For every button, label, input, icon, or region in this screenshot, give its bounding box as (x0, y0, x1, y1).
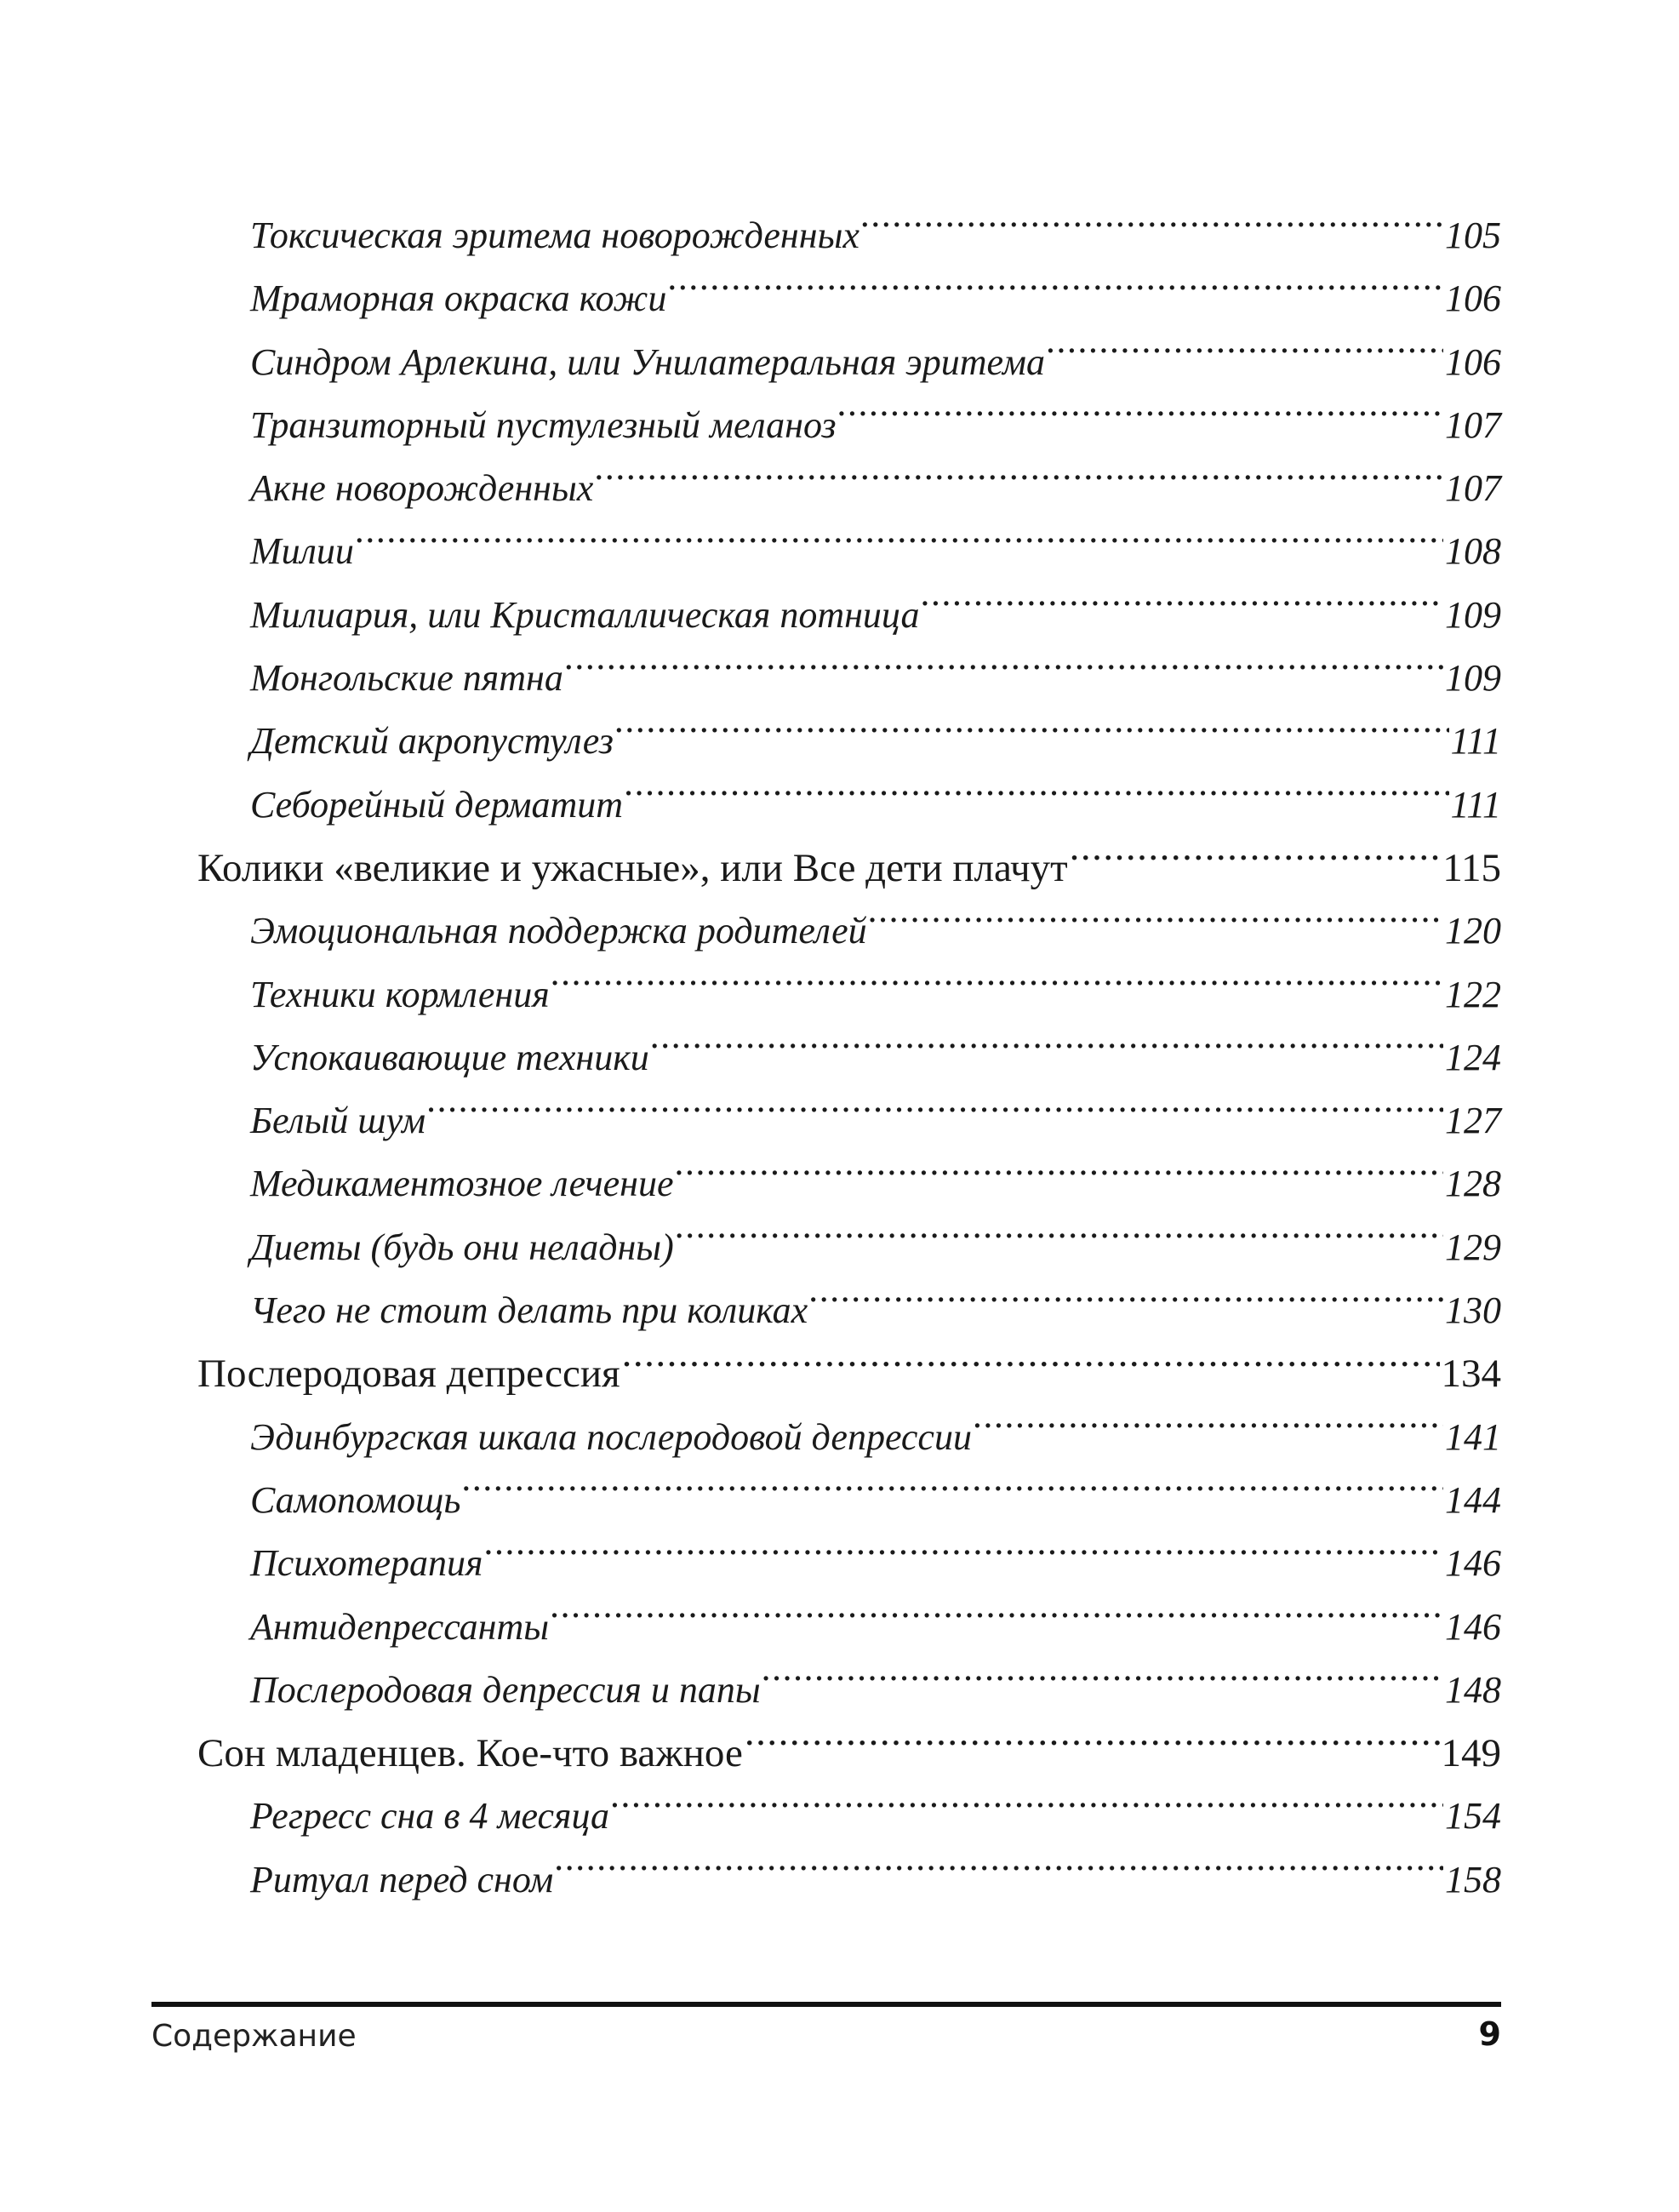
toc-entry-title: Чего не стоит делать при коликах (250, 1289, 808, 1332)
dot-leader (595, 463, 1443, 500)
toc-entry (197, 647, 1501, 710)
toc-entry-title: Диеты (будь они неладны) (250, 1226, 674, 1268)
toc-entry (197, 1469, 1501, 1532)
toc-entry-page: 106 (1445, 277, 1501, 320)
dot-leader (676, 1222, 1443, 1260)
toc-entry (197, 394, 1501, 457)
dot-leader (921, 590, 1443, 627)
dot-leader (485, 1538, 1444, 1575)
toc-entry (197, 774, 1501, 837)
toc-chapter-title: Послеродовая депрессия (197, 1352, 620, 1397)
toc-entry-page: 130 (1445, 1289, 1501, 1332)
toc-entry-title: Милиария, или Кристаллическая потница (250, 593, 920, 636)
toc-entry (197, 1279, 1501, 1342)
table-of-contents (197, 204, 1501, 1912)
toc-entry-title: Регресс сна в 4 месяца (250, 1795, 609, 1838)
toc-entry-title: Медикаментозное лечение (250, 1163, 674, 1205)
dot-leader (427, 1095, 1443, 1133)
dot-leader (668, 273, 1443, 311)
toc-entry-title: Самопомощь (250, 1478, 461, 1521)
dot-leader (555, 1855, 1443, 1892)
toc-entry-title: Антидепрессанты (250, 1605, 550, 1648)
toc-chapter-page: 115 (1442, 845, 1501, 890)
toc-entry-page: 106 (1445, 340, 1501, 383)
toc-entry-title: Транзиторный пустулезный меланоз (250, 403, 837, 446)
toc-entry (197, 267, 1501, 330)
dot-leader (622, 1346, 1440, 1386)
toc-chapter (197, 1722, 1501, 1785)
toc-entry-page: 122 (1445, 973, 1501, 1015)
toc-entry-page: 154 (1445, 1795, 1501, 1838)
toc-entry-page: 105 (1445, 214, 1501, 256)
toc-entry (197, 1596, 1501, 1659)
dot-leader (651, 1032, 1443, 1070)
toc-entry-title: Монгольские пятна (250, 657, 563, 700)
dot-leader (974, 1412, 1443, 1449)
toc-entry (197, 710, 1501, 773)
toc-chapter (197, 837, 1501, 900)
toc-chapter-page: 134 (1441, 1352, 1501, 1397)
toc-entry-page: 107 (1445, 403, 1501, 446)
toc-entry-page: 127 (1445, 1100, 1501, 1142)
toc-entry-title: Ритуал перед сном (250, 1858, 554, 1900)
toc-entry-page: 108 (1445, 530, 1501, 573)
dot-leader (615, 716, 1449, 753)
toc-entry (197, 331, 1501, 394)
dot-leader (356, 526, 1443, 563)
footer-section-label: Содержание (151, 2019, 357, 2054)
dot-leader (565, 653, 1443, 690)
toc-entry (197, 457, 1501, 520)
toc-entry (197, 1026, 1501, 1089)
toc-chapter-title: Сон младенцев. Кое-что важное (197, 1731, 743, 1776)
toc-entry (197, 1659, 1501, 1722)
toc-entry-page: 111 (1450, 720, 1501, 763)
toc-entry-page: 129 (1445, 1226, 1501, 1268)
toc-entry-page: 107 (1445, 467, 1501, 510)
dot-leader (625, 780, 1448, 817)
toc-entry (197, 1532, 1501, 1595)
toc-entry (197, 900, 1501, 963)
toc-entry-page: 124 (1445, 1036, 1501, 1078)
toc-entry-page: 120 (1445, 910, 1501, 952)
toc-entry (197, 520, 1501, 583)
toc-entry-page: 158 (1445, 1858, 1501, 1900)
toc-entry-title: Мраморная окраска кожи (250, 277, 667, 320)
dot-leader (462, 1475, 1443, 1512)
toc-entry-page: 128 (1445, 1163, 1501, 1205)
toc-entry-title: Себорейный дерматит (250, 783, 624, 826)
toc-entry (197, 204, 1501, 267)
toc-entry-page: 148 (1445, 1668, 1501, 1711)
dot-leader (762, 1665, 1443, 1702)
dot-leader (1047, 337, 1443, 374)
toc-entry-title: Акне новорожденных (250, 467, 594, 510)
toc-chapter-page: 149 (1441, 1731, 1501, 1776)
toc-entry-page: 146 (1445, 1605, 1501, 1648)
dot-leader (809, 1285, 1443, 1323)
toc-entry-page: 141 (1445, 1415, 1501, 1458)
toc-entry-title: Эдинбургская шкала послеродовой депрессии (250, 1415, 972, 1458)
toc-entry-title: Синдром Арлекина, или Унилатеральная эритема (250, 340, 1045, 383)
dot-leader (1070, 841, 1442, 881)
toc-entry-title: Успокаивающие техники (250, 1036, 649, 1078)
toc-entry-title: Техники кормления (250, 973, 550, 1015)
dot-leader (551, 969, 1443, 1007)
dot-leader (861, 210, 1443, 248)
toc-entry-title: Эмоциональная поддержка родителей (250, 910, 867, 952)
toc-entry (197, 1849, 1501, 1912)
toc-entry-title: Послеродовая депрессия и папы (250, 1668, 761, 1711)
toc-entry-title: Токсическая эритема новорожденных (250, 214, 859, 256)
toc-entry (197, 1785, 1501, 1848)
toc-entry (197, 1216, 1501, 1279)
toc-entry-title: Детский акропустулез (250, 720, 614, 763)
toc-entry-page: 146 (1445, 1542, 1501, 1585)
dot-leader (675, 1158, 1443, 1196)
toc-chapter (197, 1342, 1501, 1405)
toc-chapter-title: Колики «великие и ужасные», или Все дети плачут (197, 845, 1068, 890)
toc-entry-page: 144 (1445, 1478, 1501, 1521)
toc-entry (197, 584, 1501, 647)
toc-entry-title: Милии (250, 530, 354, 573)
dot-leader (869, 906, 1443, 943)
dot-leader (838, 400, 1443, 437)
toc-entry-page: 109 (1445, 657, 1501, 700)
toc-entry-page: 109 (1445, 593, 1501, 636)
toc-entry (197, 1152, 1501, 1215)
toc-entry-page: 111 (1450, 783, 1501, 826)
footer-divider (151, 2002, 1501, 2007)
footer-page-number: 9 (1478, 2015, 1501, 2053)
toc-entry-title: Психотерапия (250, 1542, 483, 1585)
toc-entry (197, 1406, 1501, 1469)
toc-entry (197, 963, 1501, 1026)
dot-leader (611, 1791, 1443, 1828)
toc-entry-title: Белый шум (250, 1100, 426, 1142)
toc-entry (197, 1089, 1501, 1152)
dot-leader (551, 1602, 1443, 1639)
dot-leader (745, 1726, 1440, 1766)
